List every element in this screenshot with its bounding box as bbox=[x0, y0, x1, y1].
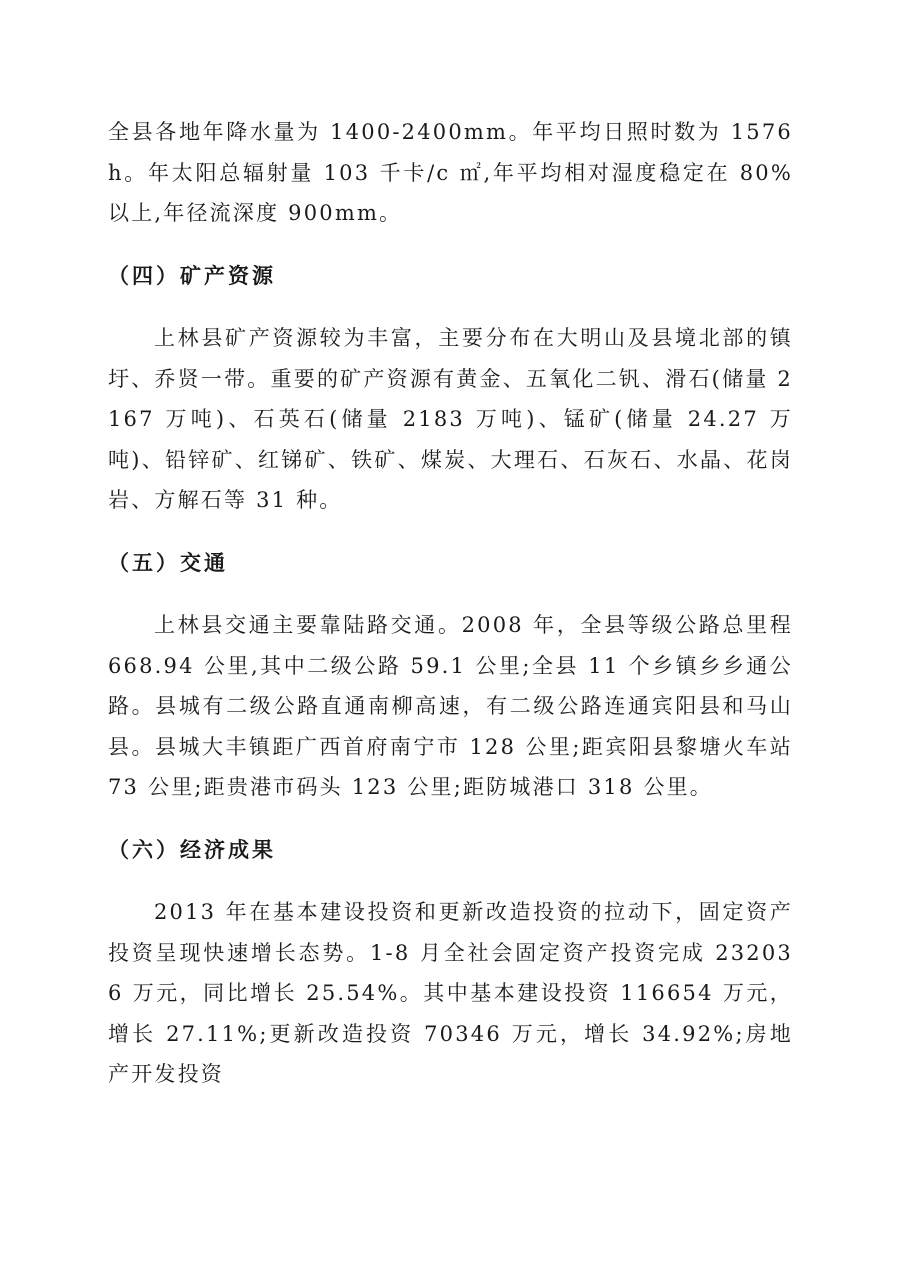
heading-transportation: （五）交通 bbox=[108, 550, 228, 575]
document-body bbox=[108, 112, 793, 1095]
paragraph-transportation: 上林县交通主要靠陆路交通。2008 年，全县等级公路总里程 668.94 公里,其中二级公路 59.1 公里;全县 11 个乡镇乡乡通公路。县城有二级公路直通南柳高速，有二级公路连通宾阳县和马山县。县城大丰镇距广西首府南宁市 128 公里;距宾阳县黎塘火车站 73 公里;距贵港市码头 123 公里;距防城港口 318 公里。 bbox=[108, 613, 793, 799]
paragraph-mineral-resources: 上林县矿产资源较为丰富，主要分布在大明山及县境北部的镇圩、乔贤一带。重要的矿产资源有黄金、五氧化二钒、滑石(储量 2167 万吨)、石英石(储量 2183 万吨)、锰矿(储量 24.27 万吨)、铅锌矿、红锑矿、铁矿、煤炭、大理石、石灰石、水晶、花岗岩、方解石等 31 种。 bbox=[108, 326, 793, 512]
heading-economic-results: （六）经济成果 bbox=[108, 837, 276, 862]
heading-mineral-resources: （四）矿产资源 bbox=[108, 263, 276, 288]
paragraph-climate: 全县各地年降水量为 1400-2400mm。年平均日照时数为 1576h。年太阳总辐射量 103 千卡/c ㎡,年平均相对湿度稳定在 80%以上,年径流深度 900mm。 bbox=[108, 120, 793, 225]
paragraph-economic-results: 2013 年在基本建设投资和更新改造投资的拉动下，固定资产投资呈现快速增长态势。1-8 月全社会固定资产投资完成 232036 万元，同比增长 25.54%。其中基本建设投资 116654 万元，增长 27.11%;更新改造投资 70346 万元，增长 34.92%;房地产开发投资 bbox=[108, 900, 793, 1086]
